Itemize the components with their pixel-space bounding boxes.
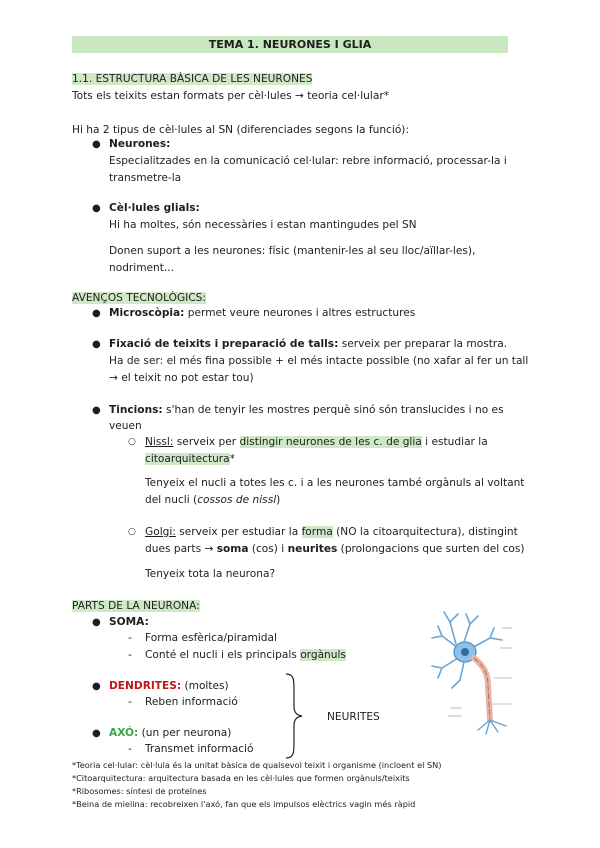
bullet-icon: ● xyxy=(92,339,101,350)
circle-bullet-icon: ○ xyxy=(128,527,136,537)
footnote: *Teoria cel·lular: cèl·lula és la unitat bàsica de qualsevol teixit i organisme (incloent el SN) xyxy=(72,760,442,770)
axon-terminals xyxy=(478,720,506,734)
dendrites-line: DENDRITES: (moltes) xyxy=(109,680,229,692)
nissl-desc-2: del nucli (cossos de nissl) xyxy=(145,494,281,506)
stains-line-2: veuen xyxy=(109,420,142,432)
bullet-icon: ● xyxy=(92,405,101,416)
glia-desc-1: Hi ha moltes, són necessàries i estan mantingudes pel SN xyxy=(109,219,417,231)
neurones-label: Neurones: xyxy=(109,138,171,150)
bullet-icon: ● xyxy=(92,681,101,692)
axon-myelin-shape xyxy=(474,658,490,720)
fixation-desc-2: → el teixit no pot estar tou) xyxy=(109,372,254,384)
intro-line: Tots els teixits estan formats per cèl·lules → teoria cel·lular* xyxy=(72,90,389,102)
soma-item-2: Conté el nucli i els principals orgànuls xyxy=(145,649,346,661)
bullet-icon: ● xyxy=(92,203,101,214)
stains-line: Tincions: s'han de tenyir les mostres perquè sinó són translucides i no es xyxy=(109,404,504,416)
bullet-icon: ● xyxy=(92,617,101,628)
circle-bullet-icon: ○ xyxy=(128,437,136,447)
curly-brace-icon xyxy=(282,672,306,760)
cell-types-line: Hi ha 2 tipus de cèl·lules al SN (diferenciades segons la funció): xyxy=(72,124,410,136)
bullet-icon: ● xyxy=(92,728,101,739)
dash-icon: - xyxy=(128,743,132,755)
section-heading-parts: PARTS DE LA NEURONA: xyxy=(72,600,200,612)
dash-icon: - xyxy=(128,632,132,644)
neurones-desc-1: Especialitzades en la comunicació cel·lular: rebre informació, processar-la i xyxy=(109,155,507,167)
label-pointer-lines xyxy=(448,628,512,716)
footnote: *Citoarquitectura: arquitectura basada en les cèl·lules que formen orgànuls/teixits xyxy=(72,773,410,783)
neurites-label: NEURITES xyxy=(327,711,380,723)
nucleus-shape xyxy=(461,648,469,656)
soma-label: SOMA: xyxy=(109,616,149,628)
dash-icon: - xyxy=(128,696,132,708)
fixation-line: Fixació de teixits i preparació de talls: serveix per preparar la mostra. xyxy=(109,338,508,350)
section-heading-advances: AVENÇOS TECNOLÒGICS: xyxy=(72,292,206,304)
bullet-icon: ● xyxy=(92,139,101,150)
dash-icon: - xyxy=(128,649,132,661)
dendrites-item-1: Reben informació xyxy=(145,696,238,708)
fixation-desc-1: Ha de ser: el més fina possible + el més intacte possible (no xafar al fer un tall xyxy=(109,355,529,367)
axon-item-1: Transmet informació xyxy=(145,743,254,755)
page-title: TEMA 1. NEURONES I GLIA xyxy=(72,36,508,53)
microscopy-line: Microscòpia: permet veure neurones i altres estructures xyxy=(109,307,416,319)
golgi-line-2: dues parts → soma (cos) i neurites (prolongacions que surten del cos) xyxy=(145,543,525,555)
golgi-line: Golgi: serveix per estudiar la forma (NO la citoarquitectura), distingint xyxy=(145,526,518,538)
glia-desc-2: Donen suport a les neurones: físic (mantenir-les al seu lloc/aïllar-les), xyxy=(109,245,476,257)
neurones-desc-2: transmetre-la xyxy=(109,172,182,184)
axon-line: AXÓ: (un per neurona) xyxy=(109,727,232,739)
nissl-desc-1: Tenyeix el nucli a totes les c. i a les neurones també orgànuls al voltant xyxy=(145,477,525,489)
golgi-desc: Tenyeix tota la neurona? xyxy=(145,568,276,580)
nissl-line-2: citoarquitectura* xyxy=(145,453,235,465)
footnote: *Ribosomes: síntesi de proteïnes xyxy=(72,786,207,796)
glia-desc-3: nodriment... xyxy=(109,262,175,274)
neuron-diagram xyxy=(428,608,524,736)
footnote: *Beina de mielina: recobreixen l'axó, fan que els impulsos elèctrics vagin més ràpid xyxy=(72,799,416,809)
section-heading-structure: 1.1. ESTRUCTURA BÀSICA DE LES NEURONES xyxy=(72,73,313,85)
bullet-icon: ● xyxy=(92,308,101,319)
glia-label: Cèl·lules glials: xyxy=(109,202,200,214)
nissl-line: Nissl: serveix per distingir neurones de les c. de glia i estudiar la xyxy=(145,436,488,448)
soma-item-1: Forma esfèrica/piramidal xyxy=(145,632,277,644)
